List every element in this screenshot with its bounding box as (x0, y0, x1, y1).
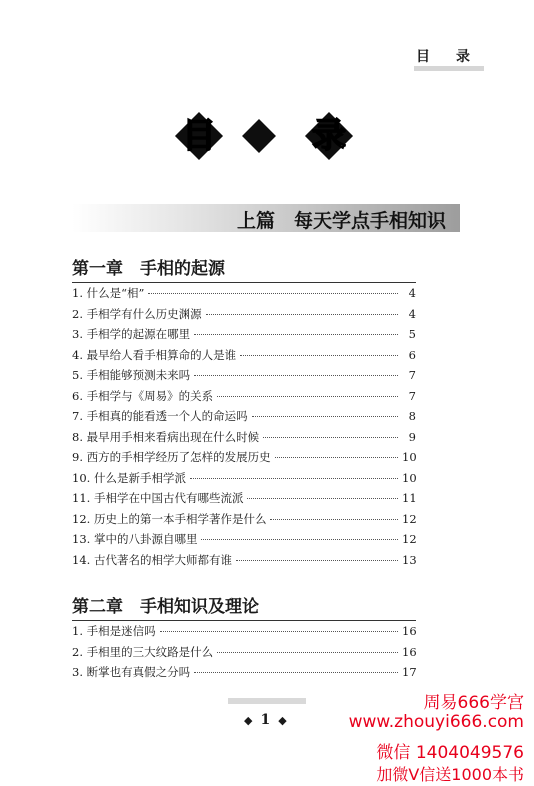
toc-entry-label: 5. 手相能够预测未来吗 (72, 368, 191, 382)
toc-entry (72, 623, 416, 644)
toc-entry-page: 16 (402, 644, 417, 659)
dot-leader (252, 416, 398, 417)
dot-leader (194, 375, 398, 376)
dot-leader (236, 560, 398, 561)
toc-entry-page: 16 (402, 624, 417, 638)
toc-entry (72, 326, 416, 347)
toc-entry-page: 4 (408, 286, 416, 300)
toc-entry (72, 449, 416, 470)
toc-entry-page: 12 (402, 511, 417, 526)
toc-list (72, 285, 416, 572)
toc-entry-label: 3. 断掌也有真假之分吗 (72, 665, 191, 679)
toc-list (72, 623, 416, 685)
toc-entry-page: 11 (402, 491, 417, 505)
toc-entry-label: 13. 掌中的八卦源自哪里 (72, 532, 198, 546)
toc-entry-label: 4. 最早给人看手相算命的人是谁 (72, 347, 237, 362)
dot-leader (206, 314, 398, 315)
toc-entry (72, 367, 416, 388)
chapter-title: 第一章 手相的起源 (72, 259, 225, 279)
toc-entry-page: 8 (408, 409, 416, 423)
toc-entry-page: 7 (408, 368, 416, 382)
dot-leader (240, 355, 398, 356)
toc-entry (72, 552, 416, 573)
chapter-rule (72, 282, 416, 283)
dot-leader (190, 478, 398, 479)
toc-entry (72, 644, 416, 665)
toc-entry-label: 2. 手相学有什么历史渊源 (72, 306, 202, 321)
toc-entry-label: 7. 手相真的能看透一个人的命运吗 (72, 409, 248, 423)
dot-leader (263, 437, 398, 438)
toc-entry-page: 10 (402, 470, 417, 485)
part-banner (72, 204, 460, 232)
dot-leader (160, 631, 398, 632)
toc-entry (72, 347, 416, 368)
toc-entry-page: 6 (408, 347, 416, 362)
toc-entry-label: 11. 手相学在中国古代有哪些流派 (72, 491, 244, 505)
watermark-line: 加微V信送1000本书 (376, 765, 524, 784)
toc-entry-label: 1. 什么是“相” (72, 286, 145, 300)
footer-bar (228, 698, 306, 704)
toc-entry (72, 531, 416, 552)
dot-leader (217, 396, 398, 397)
watermark-line: 周易666学宫 (423, 693, 524, 713)
chapter-rule (72, 620, 416, 621)
chapter-title: 第二章 手相知识及理论 (72, 597, 259, 617)
toc-heading (175, 112, 353, 160)
toc-entry-page: 9 (408, 429, 416, 444)
dot-leader (275, 457, 398, 458)
dot-leader (201, 539, 398, 540)
toc-entry-page: 13 (402, 552, 417, 567)
toc-entry-page: 17 (402, 665, 417, 679)
toc-entry-page: 10 (402, 450, 417, 464)
dot-leader (194, 672, 398, 673)
dot-leader (270, 519, 398, 520)
toc-entry (72, 664, 416, 685)
toc-entry (72, 429, 416, 450)
toc-entry (72, 408, 416, 429)
toc-entry (72, 490, 416, 511)
running-header: 目 录 (416, 49, 476, 65)
part-banner-title: 上篇 每天学点手相知识 (236, 210, 446, 232)
toc-entry-label: 2. 手相里的三大纹路是什么 (72, 644, 214, 659)
running-header-underline (414, 66, 484, 71)
toc-entry-label: 3. 手相学的起源在哪里 (72, 327, 191, 341)
toc-entry-page: 7 (408, 388, 416, 403)
toc-entry (72, 511, 416, 532)
toc-entry-label: 6. 手相学与《周易》的关系 (72, 388, 214, 403)
toc-heading-char-2: 录 (312, 116, 346, 156)
toc-entry-page: 4 (408, 306, 416, 321)
diamond-center-icon (242, 119, 276, 153)
page-footer (236, 712, 295, 728)
dot-leader (194, 334, 398, 335)
toc-entry-page: 12 (402, 532, 417, 546)
dot-leader (247, 498, 398, 499)
diamond-icon: ◆ (244, 714, 253, 727)
watermark-line: 微信 1404049576 (376, 743, 524, 763)
dot-leader (148, 293, 398, 294)
toc-heading-char-1: 目 (182, 116, 216, 156)
watermark-line: www.zhouyi666.com (348, 712, 524, 732)
dot-leader (217, 652, 398, 653)
page-number: 1 (260, 712, 271, 728)
toc-entry-label: 14. 古代著名的相学大师都有谁 (72, 552, 232, 567)
toc-entry-label: 8. 最早用手相来看病出现在什么时候 (72, 429, 260, 444)
toc-entry-label: 12. 历史上的第一本手相学著作是什么 (72, 511, 267, 526)
toc-entry-page: 5 (408, 327, 416, 341)
toc-entry-label: 10. 什么是新手相学派 (72, 470, 186, 485)
toc-entry (72, 285, 416, 306)
toc-entry (72, 388, 416, 409)
toc-entry-label: 1. 手相是迷信吗 (72, 624, 156, 638)
toc-entry (72, 306, 416, 327)
toc-entry-label: 9. 西方的手相学经历了怎样的发展历史 (72, 450, 271, 464)
diamond-icon: ◆ (278, 714, 287, 727)
toc-entry (72, 470, 416, 491)
